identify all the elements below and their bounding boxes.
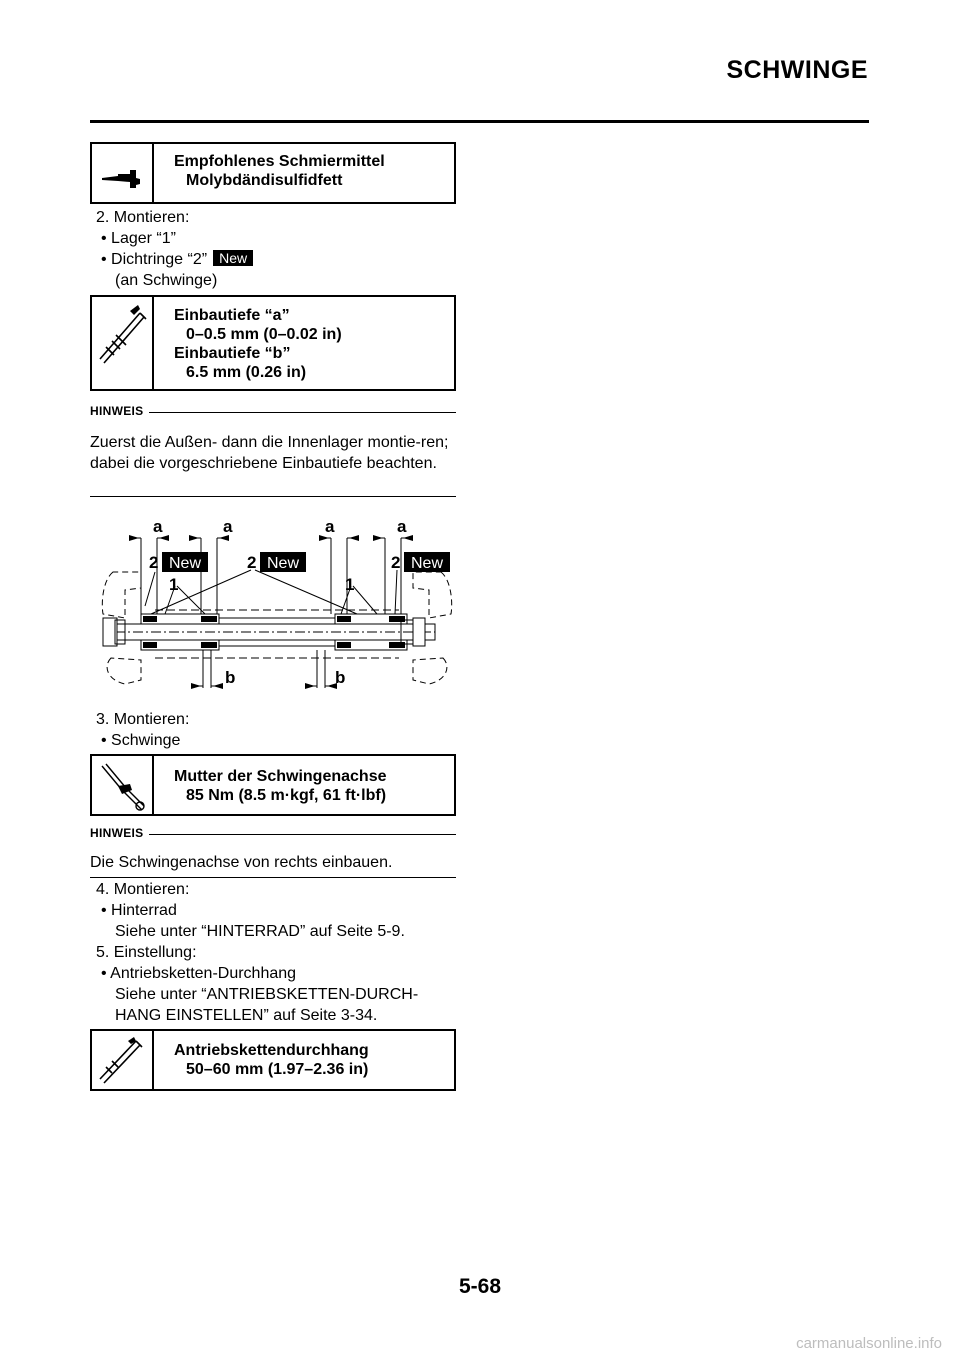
- caliper-icon: [92, 297, 154, 389]
- depth-b-label: Einbautiefe “b”: [174, 345, 291, 362]
- label-2-right: 2: [391, 553, 401, 572]
- lubricant-label: Empfohlenes Schmiermittel: [174, 153, 385, 170]
- depth-b-value: 6.5 mm (0.26 in): [186, 364, 307, 381]
- label-2-left: 2: [149, 553, 159, 572]
- label-a-2: a: [223, 517, 233, 536]
- step5-reference-line1: Siehe unter “ANTRIEBSKETTEN-DURCH-: [115, 986, 419, 1003]
- swingarm-bearing-diagram: [95, 510, 461, 700]
- label-a-4: a: [397, 517, 407, 536]
- torque-label: Mutter der Schwingenachse: [174, 768, 387, 785]
- note-heading: HINWEIS: [90, 826, 144, 840]
- step3-title: 3. Montieren:: [96, 711, 190, 728]
- torque-spec-box: [90, 754, 456, 816]
- lubricant-spec-box: [90, 142, 456, 204]
- note-text: Zuerst die Außen- dann die Innenlager montie-ren; dabei die vorgeschriebene Einbautiefe beachten.: [90, 434, 449, 472]
- chain-slack-spec-box: [90, 1029, 456, 1091]
- step2-item-seal: • Dichtringe “2”: [101, 251, 208, 268]
- note-divider: [90, 877, 456, 878]
- step2-title: 2. Montieren:: [96, 209, 190, 226]
- note-box-2: [90, 826, 456, 873]
- step5-title: 5. Einstellung:: [96, 944, 197, 961]
- step3-item-swingarm: • Schwinge: [101, 732, 181, 749]
- lubricant-value: Molybdändisulfidfett: [186, 172, 343, 189]
- note-text: Die Schwingenachse von rechts einbauen.: [90, 854, 393, 871]
- step2-note: (an Schwinge): [115, 272, 218, 289]
- step5-item-chain: • Antriebsketten-Durchhang: [101, 965, 297, 982]
- label-1-left: 1: [169, 575, 179, 594]
- depth-spec-box: [90, 295, 456, 391]
- label-a-3: a: [325, 517, 335, 536]
- page-title: SCHWINGE: [726, 56, 868, 84]
- page-number: 5-68: [458, 1275, 502, 1298]
- step4-title: 4. Montieren:: [96, 881, 190, 898]
- new-badge-right: New: [410, 555, 444, 572]
- caliper-icon: [92, 1031, 154, 1089]
- header-rule: [90, 120, 869, 123]
- label-a-1: a: [153, 517, 163, 536]
- label-2-centre: 2: [247, 553, 257, 572]
- new-badge-left: New: [168, 555, 202, 572]
- depth-a-label: Einbautiefe “a”: [174, 307, 290, 324]
- label-1-right: 1: [345, 575, 355, 594]
- note-box-1: [90, 404, 456, 474]
- torque-wrench-icon: [92, 756, 154, 814]
- step2-item-bearing: • Lager “1”: [101, 230, 176, 247]
- note-heading: HINWEIS: [90, 404, 144, 418]
- label-b-right: b: [335, 668, 346, 687]
- chain-slack-value: 50–60 mm (1.97–2.36 in): [186, 1061, 369, 1078]
- depth-a-value: 0–0.5 mm (0–0.02 in): [186, 326, 342, 343]
- torque-value: 85 Nm (8.5 m·kgf, 61 ft·lbf): [186, 787, 387, 804]
- watermark: carmanualsonline.info: [796, 1335, 942, 1352]
- step4-reference: Siehe unter “HINTERRAD” auf Seite 5-9.: [115, 923, 405, 940]
- label-b-left: b: [225, 668, 236, 687]
- chain-slack-label: Antriebskettendurchhang: [174, 1042, 369, 1059]
- new-badge-centre: New: [266, 555, 300, 572]
- new-badge: New: [213, 250, 253, 266]
- step4-item-wheel: • Hinterrad: [101, 902, 177, 919]
- note-divider: [90, 496, 456, 497]
- step2-item-seal-row: [101, 250, 253, 270]
- grease-gun-icon: [92, 144, 154, 202]
- step5-reference-line2: HANG EINSTELLEN” auf Seite 3-34.: [115, 1007, 378, 1024]
